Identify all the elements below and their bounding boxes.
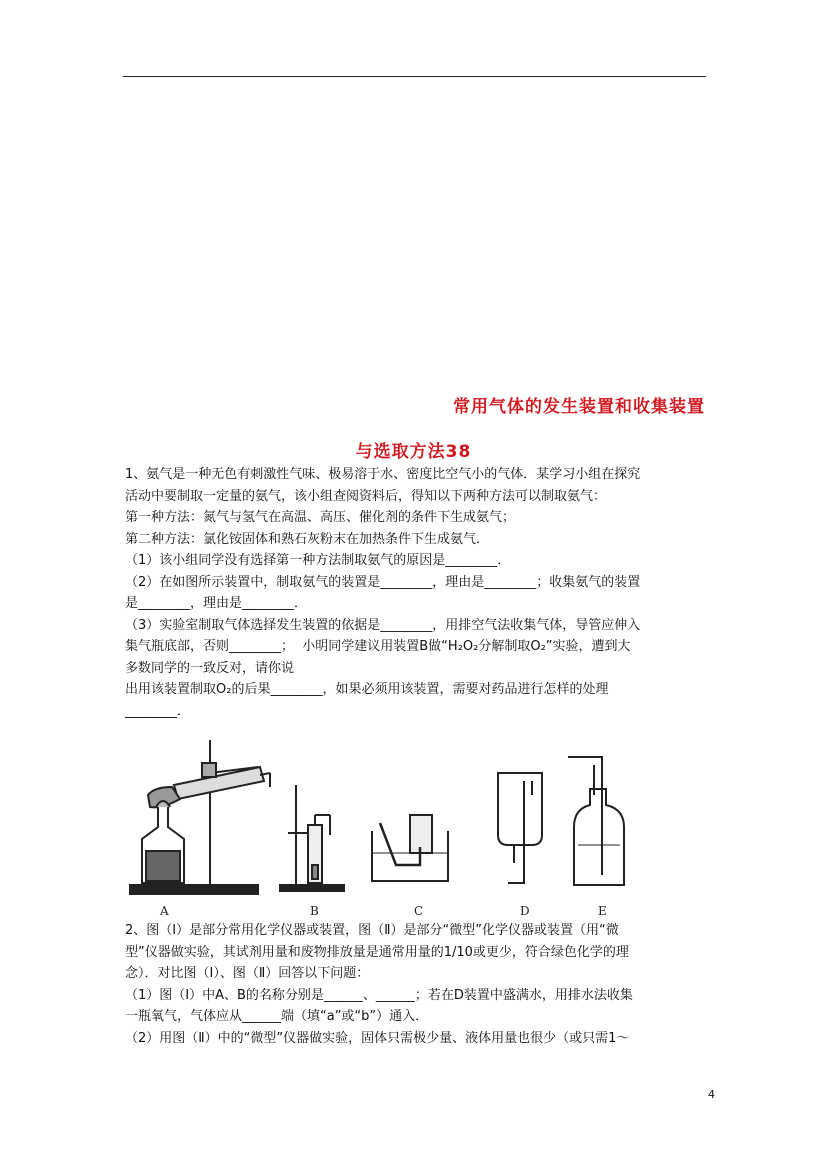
- q1-line: （3）实验室制取气体选择发生装置的依据是________，用排空气法收集气体，导管应伸入: [125, 617, 641, 633]
- title-line-2: 与选取方法38: [355, 442, 472, 462]
- apparatus-c: [372, 815, 448, 881]
- apparatus-figure: [128, 735, 648, 917]
- q2-line: 一瓶氧气，气体应从______端（填“a”或“b”）通入．: [125, 1009, 429, 1024]
- q2-line: （1）图（Ⅰ）中A、B的名称分别是______、______；若在D装置中盛满水，用排水法收集: [125, 987, 633, 1003]
- q1-line: （2）在如图所示装置中，制取氨气的装置是________，理由是________；收集氨气的装置: [125, 574, 641, 590]
- label-b: B: [310, 904, 319, 917]
- q1-line: 集气瓶底部，否则________； 小明同学建议用装置B做“H₂O₂分解制取O₂”实验，遭到大: [125, 639, 631, 654]
- q1-line: 多数同学的一致反对，请你说: [125, 660, 295, 676]
- page-number: 4: [708, 1088, 715, 1101]
- q2-line: （2）用图（Ⅱ）中的“微型”仪器做实验，固体只需极少量、液体用量也很少（或只需1～: [125, 1030, 630, 1046]
- q1-line: 是________，理由是________．: [125, 596, 308, 611]
- q2-line: 2、图（Ⅰ）是部分常用化学仪器或装置，图（Ⅱ）是部分“微型”化学仪器或装置（用“微: [125, 923, 619, 938]
- q2-line: 念）．对比图（Ⅰ）、图（Ⅱ）回答以下问题：: [125, 966, 370, 981]
- q1-line: ________．: [125, 703, 191, 719]
- label-c: C: [414, 904, 424, 917]
- apparatus-e: [568, 757, 624, 885]
- title-line-1: 常用气体的发生装置和收集装置: [453, 397, 705, 417]
- apparatus-a: [130, 740, 270, 894]
- q1-line: 活动中要制取一定量的氨气，该小组查阅资料后，得知以下两种方法可以制取氨气：: [125, 488, 607, 504]
- label-a: A: [160, 904, 169, 917]
- apparatus-d: [498, 773, 542, 883]
- question-1: [125, 464, 715, 722]
- q1-line: 第二种方法：氯化铵固体和熟石灰粉末在加热条件下生成氨气．: [125, 531, 490, 547]
- q1-line: 出用该装置制取O₂的后果________，如果必须用该装置，需要对药品进行怎样的处理: [125, 682, 609, 697]
- apparatus-b: [280, 785, 344, 891]
- question-2: [125, 920, 715, 1049]
- q1-line: 1、氨气是一种无色有刺激性气味、极易溶于水、密度比空气小的气体．某学习小组在探究: [125, 467, 641, 482]
- q1-line: 第一种方法：氮气与氢气在高温、高压、催化剂的条件下生成氨气；: [125, 510, 516, 525]
- label-e: E: [598, 904, 607, 917]
- label-d: D: [520, 904, 530, 917]
- q2-line: 型”仪器做实验，其试剂用量和废物排放量是通常用量的1/10或更少，符合绿色化学的理: [125, 944, 629, 960]
- header-rule: [123, 76, 706, 77]
- q1-line: （1）该小组同学没有选择第一种方法制取氨气的原因是________．: [125, 553, 511, 568]
